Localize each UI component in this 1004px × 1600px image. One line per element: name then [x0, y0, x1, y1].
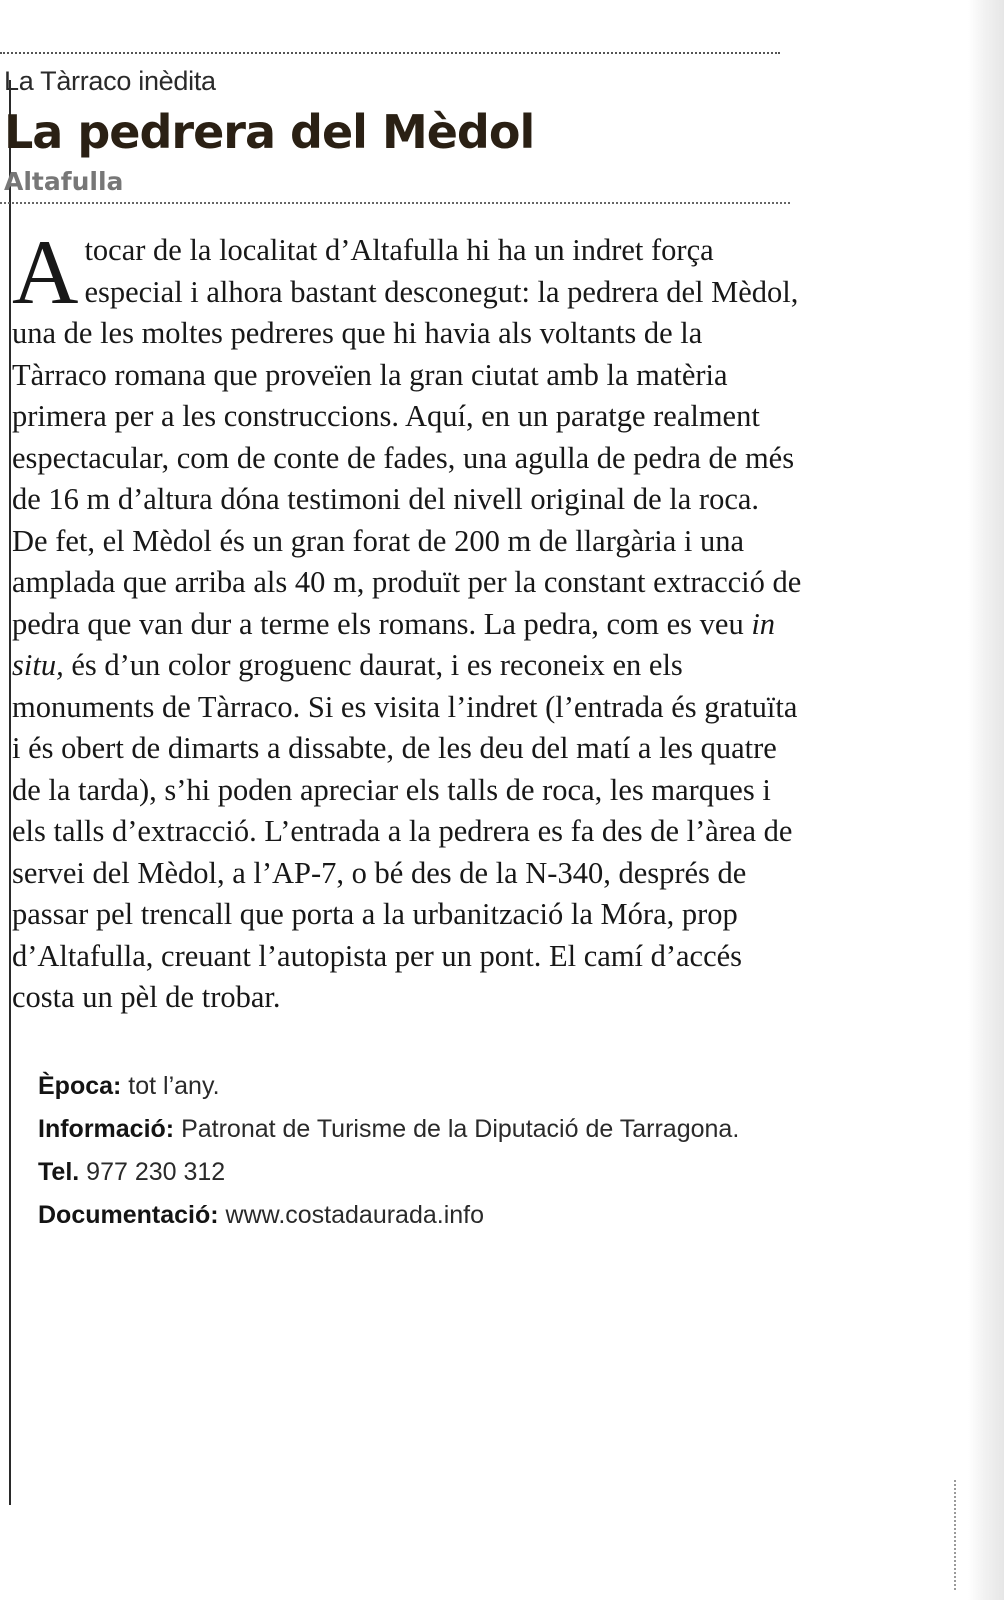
body-text-part-2: és d’un color groguenc daurat, i es reconeix en els monuments de Tàrraco. Si es visita l’indret (l’entrada és gratuïta i és obert de dimarts a dissabte, de les deu del matí a les quatre de la tarda), s’hi poden apreciar els talls de roca, les marques i els talls d’extracció. L’entrada a la pedrera es fa des de l’àrea de servei del Mèdol, a l’AP-7, o bé des de la N-340, després de passar pel trencall que porta a la urbanització la Móra, prop d’Altafulla, creuant l’autopista per un pont. El camí d’accés costa un pèl de trobar.	[12, 648, 798, 1014]
info-row-epoca	[38, 1065, 798, 1108]
epoca-label: Època:	[38, 1071, 122, 1100]
scan-dotted-edge	[954, 1480, 958, 1590]
tel-label: Tel.	[38, 1157, 80, 1186]
tel-value: 977 230 312	[79, 1157, 226, 1186]
info-row-tel	[38, 1151, 798, 1194]
location-label: Altafulla	[4, 167, 124, 196]
info-box	[38, 1065, 798, 1237]
top-dotted-rule	[0, 52, 780, 54]
header-dotted-rule	[0, 202, 790, 204]
headline: La pedrera del Mèdol	[4, 105, 535, 159]
info-row-informacio	[38, 1108, 798, 1151]
body-text-italic: in situ,	[12, 606, 776, 682]
article	[0, 40, 800, 1237]
info-row-documentacio	[38, 1194, 798, 1237]
section-label: La Tàrraco inèdita	[4, 66, 216, 96]
body-text-part-1: tocar de la localitat d’Altafulla hi ha un indret força especial i alhora bastant desconegut: la pedrera del Mèdol, una de les moltes pedreres que hi havia als voltants de la Tàrraco romana que proveïen la gran ciutat amb la matèria primera per a les construccions. Aquí, en un paratge realment espectacular, com de conte de fades, una agulla de pedra de més de 16 m d’altura dóna testimoni del nivell original de la roca. De fet, el Mèdol és un gran forat de 200 m de llargària i una amplada que arriba als 40 m, produït per la constant extracció de pedra que van dur a terme els romans. La pedra, com es veu	[12, 233, 802, 641]
documentacio-label: Documentació:	[38, 1200, 219, 1229]
scan-right-edge	[968, 0, 1004, 1600]
drop-cap: A	[12, 221, 79, 323]
informacio-label: Informació:	[38, 1114, 175, 1143]
informacio-value: Patronat de Turisme de la Diputació de Tarragona.	[174, 1114, 740, 1143]
epoca-value: tot l’any.	[121, 1071, 220, 1100]
documentacio-value: www.costadaurada.info	[218, 1200, 485, 1229]
article-body	[12, 221, 802, 1019]
